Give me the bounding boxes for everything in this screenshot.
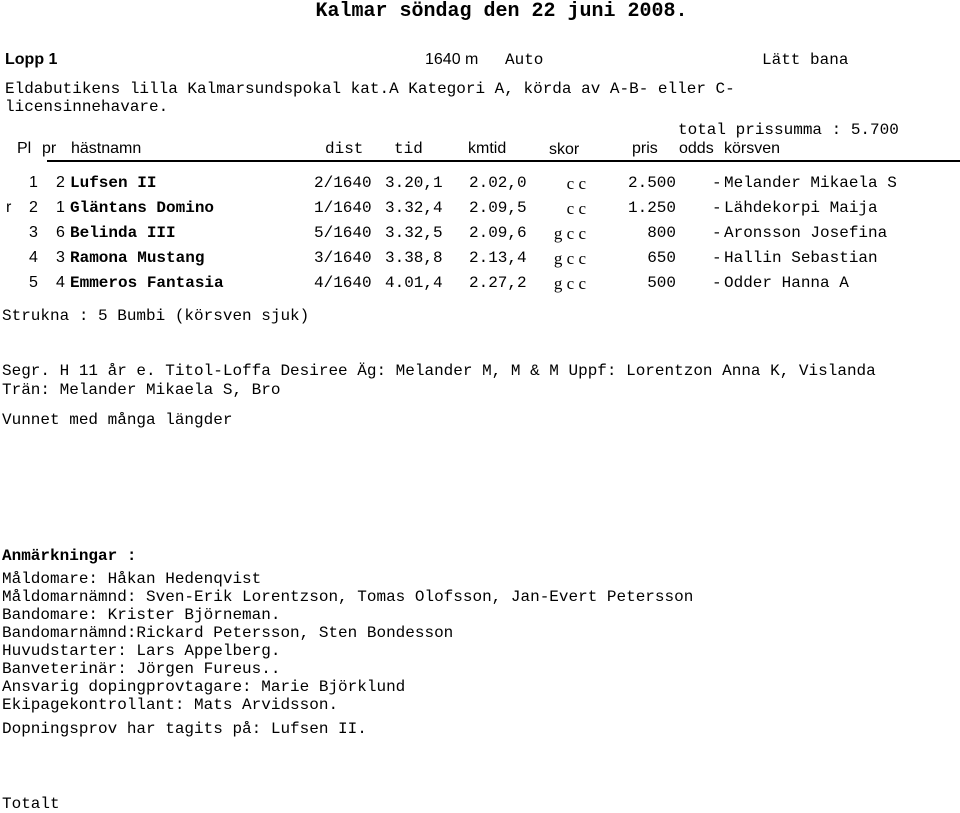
col-odds: odds [679, 140, 714, 157]
row-driver: Aronsson Josefina [724, 224, 888, 242]
row-pl: 5 [29, 274, 38, 291]
notes-heading: Anmärkningar : [2, 547, 137, 565]
winner-trainer: Trän: Melander Mikaela S, Bro [2, 381, 281, 399]
notes-line: Bandomarnämnd:Rickard Petersson, Sten Bondesson [2, 624, 454, 642]
row-driver: Hallin Sebastian [724, 249, 878, 267]
col-pr: pr [42, 140, 57, 157]
row-tid: 3.38,8 [385, 249, 443, 267]
race-track: Lätt bana [762, 51, 849, 69]
row-pris: 650 [647, 249, 676, 267]
row-pl: 3 [29, 224, 38, 241]
row-skor: g c c [553, 249, 586, 268]
col-pl: Pl [17, 140, 32, 157]
row-driver: Melander Mikaela S [724, 174, 897, 192]
footer-total-label: Totalt [2, 795, 60, 813]
row-pl: 4 [29, 249, 38, 266]
row-skor: g c c [553, 274, 586, 293]
table-row [0, 224, 960, 246]
row-skor: c c [566, 199, 586, 218]
row-pris: 2.500 [627, 174, 676, 192]
col-name: hästnamn [71, 140, 142, 157]
race-description: Eldabutikens lilla Kalmarsundspokal kat.A Kategori A, körda av A-B- eller C- [5, 80, 735, 98]
row-odds: - [712, 224, 722, 242]
col-skor: skor [549, 141, 580, 158]
row-pr: 4 [56, 274, 65, 291]
row-pris: 800 [647, 224, 676, 242]
row-tid: 3.32,5 [385, 224, 443, 242]
row-kmtid: 2.02,0 [469, 174, 527, 192]
row-odds: - [712, 174, 722, 192]
header-rule [47, 160, 960, 162]
table-row [0, 174, 960, 196]
page-title: Kalmar söndag den 22 juni 2008. [315, 0, 688, 23]
notes-line: Huvudstarter: Lars Appelberg. [2, 642, 281, 660]
col-driver: körsven [724, 140, 781, 157]
notes-line: Måldomare: Håkan Hedenqvist [2, 570, 262, 588]
row-horse: Emmeros Fantasia [70, 274, 224, 292]
row-tid: 4.01,4 [385, 274, 443, 292]
row-driver: Odder Hanna A [724, 274, 849, 292]
row-odds: - [712, 274, 722, 292]
row-kmtid: 2.09,6 [469, 224, 527, 242]
row-horse: Belinda III [70, 224, 176, 242]
row-horse: Ramona Mustang [70, 249, 205, 267]
notes-line: Banveterinär: Jörgen Fureus.. [2, 660, 281, 678]
row-dist: 3/1640 [314, 249, 372, 267]
col-pris: pris [632, 140, 658, 157]
row-skor: g c c [553, 224, 586, 243]
row-dist: 2/1640 [314, 174, 372, 192]
table-row [0, 274, 960, 296]
scratched-note: Strukna : 5 Bumbi (körsven sjuk) [2, 307, 310, 325]
row-pris: 500 [647, 274, 676, 292]
col-dist: dist [325, 140, 364, 158]
table-row [0, 199, 960, 221]
race-label: Lopp 1 [5, 51, 58, 68]
row-pl: 1 [29, 174, 38, 191]
table-row [0, 249, 960, 271]
total-prize: total prissumma : 5.700 [678, 121, 899, 139]
race-description-cont: licensinnehavare. [5, 98, 169, 116]
row-pr: 2 [56, 174, 65, 191]
notes-line: Ansvarig dopingprovtagare: Marie Björklund [2, 678, 406, 696]
row-tid: 3.20,1 [385, 174, 443, 192]
notes-line: Måldomarnämnd: Sven-Erik Lorentzson, Tomas Olofsson, Jan-Evert Petersson [2, 588, 694, 606]
race-start-type: Auto [505, 51, 544, 69]
race-distance: 1640 m [425, 51, 479, 68]
row-horse: Lufsen II [70, 174, 157, 192]
row-horse: Gläntans Domino [70, 199, 215, 217]
row-driver: Lähdekorpi Maija [724, 199, 878, 217]
row-odds: - [712, 249, 722, 267]
col-tid: tid [394, 140, 423, 158]
winner-comment: Vunnet med många längder [2, 411, 233, 429]
row-tid: 3.32,4 [385, 199, 443, 217]
row-pl: 2 [29, 199, 38, 216]
row-dist: 4/1640 [314, 274, 372, 292]
row-dist: 1/1640 [314, 199, 372, 217]
row-kmtid: 2.13,4 [469, 249, 527, 267]
row-pris: 1.250 [627, 199, 676, 217]
row-odds: - [712, 199, 722, 217]
notes-line: Dopningsprov har tagits på: Lufsen II. [2, 720, 367, 738]
row-skor: c c [566, 174, 586, 193]
row-pr: 3 [56, 249, 65, 266]
winner-info: Segr. H 11 år e. Titol-Loffa Desiree Äg: Melander M, M & M Uppf: Lorentzon Anna K, Vislanda [2, 362, 876, 380]
row-dist: 5/1640 [314, 224, 372, 242]
notes-line: Bandomare: Krister Björneman. [2, 606, 281, 624]
row-kmtid: 2.27,2 [469, 274, 527, 292]
notes-line: Ekipagekontrollant: Mats Arvidsson. [2, 696, 339, 714]
col-kmtid: kmtid [468, 140, 507, 157]
row-kmtid: 2.09,5 [469, 199, 527, 217]
row-pr: 1 [56, 199, 65, 216]
row-pr: 6 [56, 224, 65, 241]
row-mark: r [6, 199, 12, 216]
